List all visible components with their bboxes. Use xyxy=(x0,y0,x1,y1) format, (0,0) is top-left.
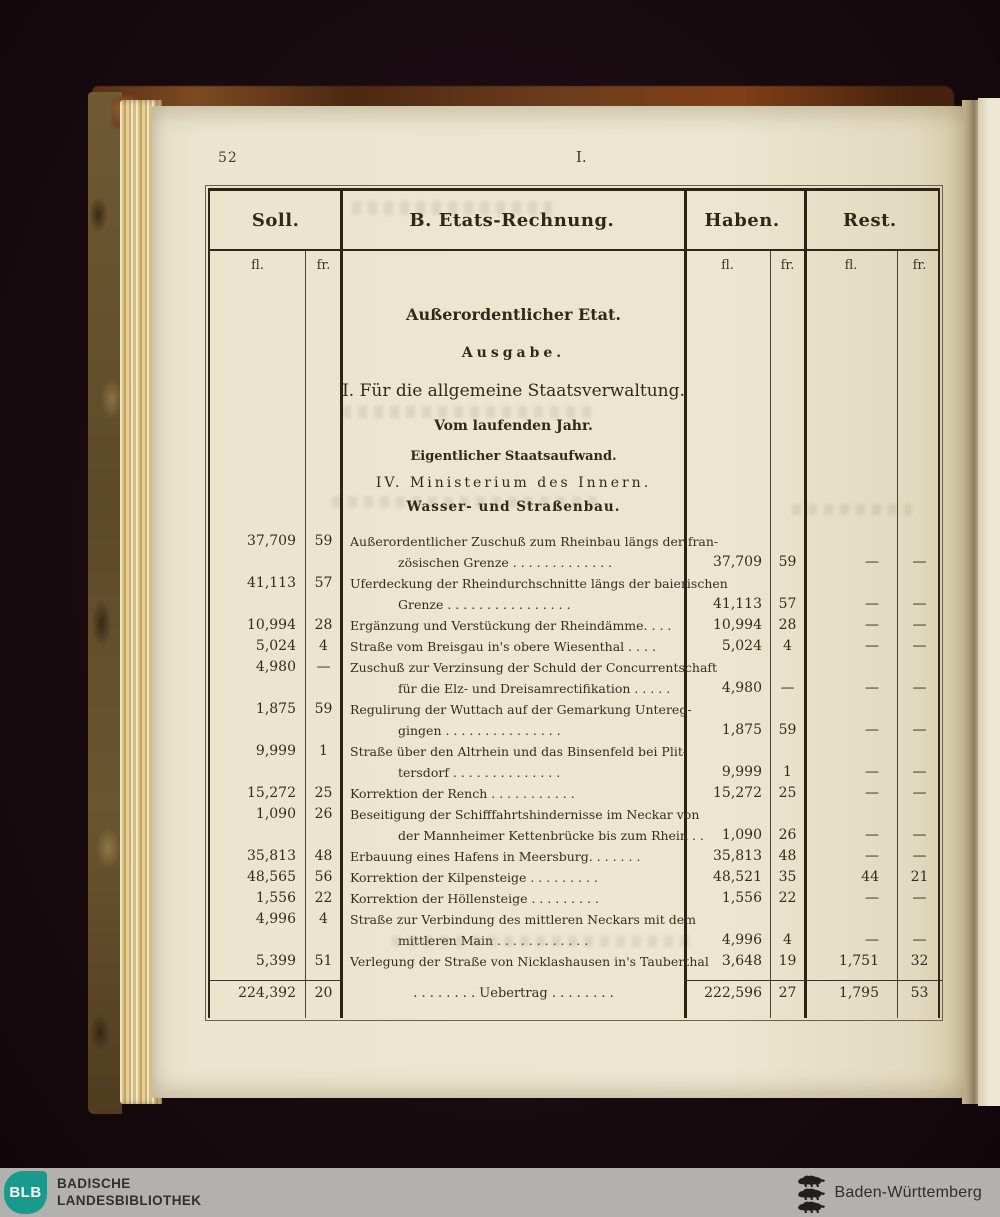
cell-haben-fr: 57 xyxy=(778,596,797,612)
table-row xyxy=(210,846,938,867)
cell-soll-fl: 1,875 xyxy=(255,701,296,717)
table-row xyxy=(210,657,938,699)
description-line: Verlegung der Straße von Nicklashausen in's Tauberthal xyxy=(350,954,709,969)
cell-rest-fr: — xyxy=(912,848,927,864)
next-page-sliver xyxy=(978,98,1000,1106)
cell-soll-fl: 5,024 xyxy=(255,638,296,654)
description-line: Straße über den Altrhein und das Binsenfeld bei Plit- xyxy=(350,744,688,759)
subheader-fr: fr. xyxy=(780,258,795,273)
cell-rest-fl: — xyxy=(865,554,879,570)
subheader-fr: fr. xyxy=(316,258,331,273)
cell-soll-fr: 56 xyxy=(314,869,333,885)
cell-rest-fl: — xyxy=(865,890,879,906)
cell-haben-fr: 19 xyxy=(778,953,797,969)
cell-rest-fr: — xyxy=(912,764,927,780)
cell-haben-fl: 37,709 xyxy=(713,554,762,570)
cell-soll-fl: 41,113 xyxy=(247,575,296,591)
cell-haben-fl: 15,272 xyxy=(713,785,762,801)
cell-haben-fl: 1,090 xyxy=(721,827,762,843)
table-subheader-row xyxy=(210,249,938,291)
cell-haben-fr: 1 xyxy=(783,764,792,780)
cell-haben-fr: 4 xyxy=(783,932,792,948)
baden-wuerttemberg-lions-icon xyxy=(796,1173,826,1213)
cell-haben-fr: 59 xyxy=(778,554,797,570)
cell-description xyxy=(342,741,688,783)
cell-soll-fl: 4,980 xyxy=(255,659,296,675)
cell-rest-fl: — xyxy=(865,617,879,633)
cell-haben-fr: 25 xyxy=(778,785,797,801)
cell-haben-fl: 222,596 xyxy=(685,980,770,1006)
description-line: Uferdeckung der Rheindurchschnitte längs der baierischen xyxy=(350,576,728,591)
description-line: tersdorf . . . . . . . . . . . . . . xyxy=(398,765,561,780)
cell-rest-fl: — xyxy=(865,722,879,738)
cell-haben-fl: 4,996 xyxy=(721,932,762,948)
description-line: Erbauung eines Hafens in Meersburg. . . . . . . xyxy=(350,849,641,864)
blb-logo-text: BLB xyxy=(9,1184,42,1201)
page-number: 52 xyxy=(218,150,238,166)
cell-soll-fr: 22 xyxy=(314,890,333,906)
description-line: Ergänzung und Verstückung der Rheindämme. . . . xyxy=(350,618,672,633)
book-marbled-cover xyxy=(88,92,122,1114)
description-line: Zuschuß zur Verzinsung der Schuld der Concurrentschaft xyxy=(350,660,718,675)
cell-haben-fl: 1,556 xyxy=(721,890,762,906)
cell-soll-fl: 35,813 xyxy=(247,848,296,864)
cell-description xyxy=(342,699,692,741)
state-branding xyxy=(796,1168,982,1217)
table-row xyxy=(210,867,938,888)
cell-description xyxy=(342,951,709,972)
cell-soll-fl: 224,392 xyxy=(210,980,305,1006)
cell-soll-fr: 26 xyxy=(314,806,333,822)
cell-soll-fl: 1,090 xyxy=(255,806,296,822)
table-row xyxy=(210,573,938,615)
cell-description xyxy=(342,657,718,699)
table-row xyxy=(210,951,938,972)
cell-soll-fl: 9,999 xyxy=(255,743,296,759)
description-line: Korrektion der Rench . . . . . . . . . . . xyxy=(350,786,575,801)
subheader-fr: fr. xyxy=(912,258,927,273)
book-gutter xyxy=(962,100,979,1104)
table-row xyxy=(210,741,938,783)
cell-haben-fl: 10,994 xyxy=(713,617,762,633)
cell-rest-fr: — xyxy=(912,680,927,696)
cell-soll-fl: 5,399 xyxy=(255,953,296,969)
cell-rest-fr: 21 xyxy=(910,869,929,885)
header-haben: Haben. xyxy=(704,209,780,231)
cell-rest-fr: — xyxy=(912,617,927,633)
table-row xyxy=(210,531,938,573)
section-mark: I. xyxy=(576,148,587,166)
table-row xyxy=(210,783,938,804)
description-line: Regulirung der Wuttach auf der Gemarkung Untereg- xyxy=(350,702,692,717)
description-line: Korrektion der Kilpensteige . . . . . . . . . xyxy=(350,870,598,885)
cell-haben-fl: 3,648 xyxy=(721,953,762,969)
cell-haben-fr: 59 xyxy=(778,722,797,738)
header-title: B. Etats-Rechnung. xyxy=(409,209,615,231)
cell-rest-fr: — xyxy=(912,890,927,906)
cell-haben-fr: 48 xyxy=(778,848,797,864)
cell-description xyxy=(342,615,685,636)
table-row xyxy=(210,699,938,741)
table-row xyxy=(210,804,938,846)
heading-laufendes-jahr: Vom laufenden Jahr. xyxy=(434,418,593,434)
description-line: Grenze . . . . . . . . . . . . . . . . xyxy=(398,597,571,612)
cell-rest-fl: 44 xyxy=(861,869,879,885)
heading-staatsaufwand: Eigentlicher Staatsaufwand. xyxy=(410,449,617,464)
table-header-row xyxy=(210,191,938,249)
cell-rest-fr: — xyxy=(912,596,927,612)
cell-rest-fr: 53 xyxy=(897,980,942,1006)
cell-soll-fr: 48 xyxy=(314,848,333,864)
table-row xyxy=(210,636,938,657)
header-soll: Soll. xyxy=(251,209,300,231)
cell-haben-fl: 5,024 xyxy=(721,638,762,654)
description-line: gingen . . . . . . . . . . . . . . . xyxy=(398,723,561,738)
library-footer-bar xyxy=(0,1168,1000,1217)
cell-soll-fl: 48,565 xyxy=(247,869,296,885)
cell-soll-fr: 57 xyxy=(314,575,333,591)
cell-rest-fr: — xyxy=(912,554,927,570)
cell-haben-fr: 28 xyxy=(778,617,797,633)
heading-ministerium: IV. Ministerium des Innern. xyxy=(375,475,652,491)
cell-haben-fl: 1,875 xyxy=(721,722,762,738)
cell-haben-fr: — xyxy=(780,680,795,696)
cell-haben-fr: 22 xyxy=(778,890,797,906)
etats-rechnung-table xyxy=(208,188,940,1018)
description-line: für die Elz- und Dreisamrectifikation . . . . . xyxy=(398,681,671,696)
cell-description xyxy=(342,636,685,657)
section-headings xyxy=(210,291,938,531)
heading-staatsverwaltung: I. Für die allgemeine Staatsverwaltung. xyxy=(342,381,685,401)
cell-haben-fl: 48,521 xyxy=(713,869,762,885)
library-name: BADISCHE LANDESBIBLIOTHEK xyxy=(57,1176,202,1208)
cell-soll-fr: — xyxy=(316,659,331,675)
cell-soll-fr: 51 xyxy=(314,953,333,969)
cell-haben-fr: 4 xyxy=(783,638,792,654)
cell-haben-fl: 41,113 xyxy=(713,596,762,612)
cell-description xyxy=(342,888,685,909)
cell-rest-fl: — xyxy=(865,596,879,612)
cell-description xyxy=(342,867,685,888)
cell-rest-fr: — xyxy=(912,785,927,801)
state-name: Baden-Württemberg xyxy=(834,1183,982,1201)
cell-soll-fr: 1 xyxy=(319,743,328,759)
cell-soll-fr: 59 xyxy=(314,701,333,717)
cell-rest-fl: — xyxy=(865,827,879,843)
description-line: der Mannheimer Kettenbrücke bis zum Rhein . . xyxy=(398,828,704,843)
cell-soll-fr: 25 xyxy=(314,785,333,801)
cell-soll-fl: 1,556 xyxy=(255,890,296,906)
cell-uebertrag-label: . . . . . . . . Uebertrag . . . . . . . . xyxy=(413,986,614,1001)
cell-description xyxy=(342,531,719,573)
cell-soll-fl: 37,709 xyxy=(247,533,296,549)
uebertrag-total-row xyxy=(210,980,938,1006)
cell-rest-fr: — xyxy=(912,638,927,654)
cell-haben-fl: 9,999 xyxy=(721,764,762,780)
cell-soll-fr: 59 xyxy=(314,533,333,549)
table-row xyxy=(210,909,938,951)
subheader-fl: fl. xyxy=(844,258,858,273)
description-line: Straße zur Verbindung des mittleren Neckars mit dem xyxy=(350,912,697,927)
cell-rest-fl: — xyxy=(865,764,879,780)
cell-description xyxy=(342,804,704,846)
cell-soll-fl: 4,996 xyxy=(255,911,296,927)
cell-haben-fr: 26 xyxy=(778,827,797,843)
cell-rest-fr: — xyxy=(912,722,927,738)
heading-etat: Außerordentlicher Etat. xyxy=(406,305,621,324)
heading-wasser-strassenbau: Wasser- und Straßenbau. xyxy=(406,499,621,515)
description-line: Straße vom Breisgau in's obere Wiesenthal . . . . xyxy=(350,639,656,654)
blb-logo xyxy=(4,1171,47,1214)
cell-soll-fr: 28 xyxy=(314,617,333,633)
header-rest: Rest. xyxy=(843,209,897,231)
table-row xyxy=(210,615,938,636)
cell-soll-fl: 10,994 xyxy=(247,617,296,633)
description-line: mittleren Main . . . . . . . . . . . . xyxy=(398,933,589,948)
subheader-fl: fl. xyxy=(251,258,264,273)
cell-description xyxy=(342,783,685,804)
description-line: zösischen Grenze . . . . . . . . . . . . . xyxy=(398,555,613,570)
cell-rest-fl: — xyxy=(865,638,879,654)
cell-rest-fr: 32 xyxy=(910,953,929,969)
description-line: Korrektion der Höllensteige . . . . . . . . . xyxy=(350,891,599,906)
cell-haben-fl: 35,813 xyxy=(713,848,762,864)
cell-description xyxy=(342,573,728,615)
cell-description xyxy=(342,846,685,867)
cell-rest-fl: — xyxy=(865,785,879,801)
cell-rest-fl: — xyxy=(865,932,879,948)
subheader-fl: fl. xyxy=(721,258,734,273)
cell-soll-fl: 15,272 xyxy=(247,785,296,801)
description-line: Beseitigung der Schifffahrtshindernisse im Neckar von xyxy=(350,807,700,822)
cell-rest-fl: 1,795 xyxy=(805,980,897,1006)
cell-haben-fl: 4,980 xyxy=(721,680,762,696)
book-page xyxy=(152,106,964,1098)
cell-haben-fr: 35 xyxy=(778,869,797,885)
cell-rest-fl: 1,751 xyxy=(838,953,879,969)
cell-soll-fr: 4 xyxy=(319,911,328,927)
cell-soll-fr: 4 xyxy=(319,638,328,654)
cell-rest-fl: — xyxy=(865,680,879,696)
cell-description xyxy=(342,909,697,951)
cell-rest-fr: — xyxy=(912,827,927,843)
heading-ausgabe: Ausgabe. xyxy=(461,345,566,361)
cell-haben-fr: 27 xyxy=(770,980,805,1006)
cell-soll-fr: 20 xyxy=(305,980,342,1006)
cell-rest-fr: — xyxy=(912,932,927,948)
cell-rest-fl: — xyxy=(865,848,879,864)
description-line: Außerordentlicher Zuschuß zum Rheinbau längs der fran- xyxy=(350,534,719,549)
table-row xyxy=(210,888,938,909)
